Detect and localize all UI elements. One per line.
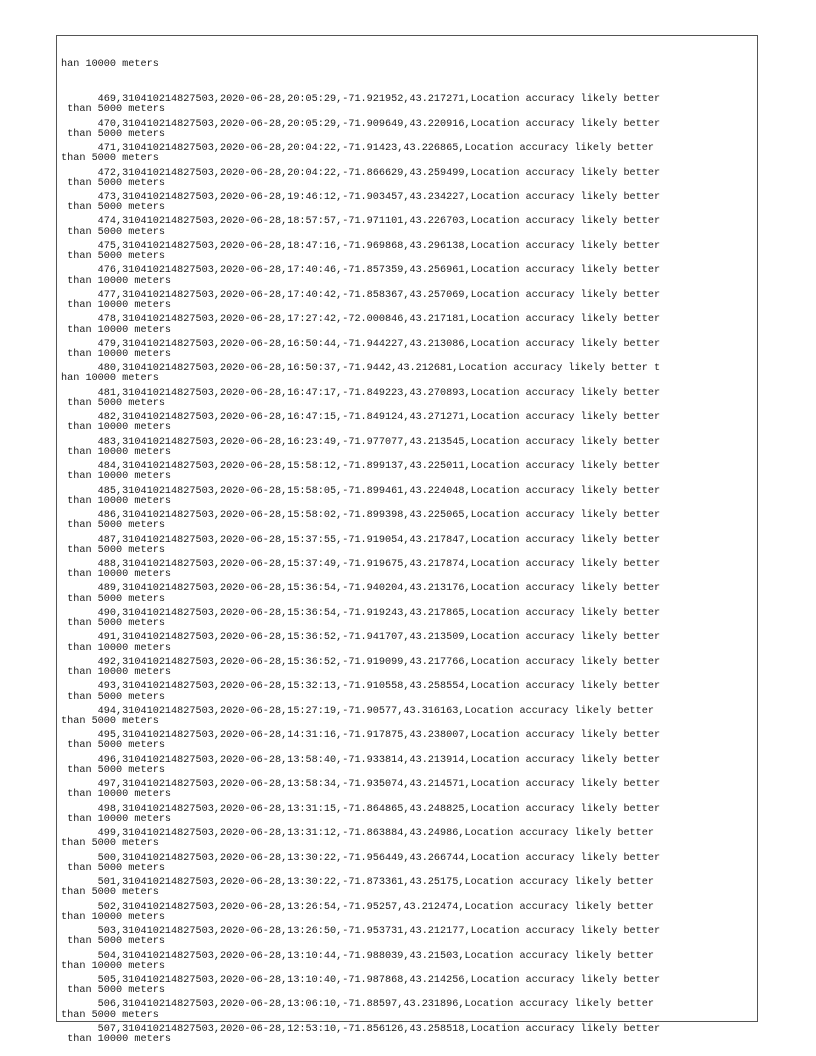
record-line-474: 474,310410214827503,2020-06-28,18:57:57,-71.971101,43.226703,Location accuracy likely better (61, 216, 661, 228)
record-line-507: 507,310410214827503,2020-06-28,12:53:10,-71.856126,43.258518,Location accuracy likely better (61, 1023, 661, 1035)
record-line-507-continued: than 10000 meters (61, 1034, 172, 1046)
record-line-483: 483,310410214827503,2020-06-28,16:23:49,-71.977077,43.213545,Location accuracy likely better (61, 436, 661, 448)
record-line-479: 479,310410214827503,2020-06-28,16:50:44,-71.944227,43.213086,Location accuracy likely better (61, 338, 661, 350)
record-line-476-continued: than 10000 meters (61, 275, 172, 287)
record-line-504: 504,310410214827503,2020-06-28,13:10:44,-71.988039,43.21503,Location accuracy likely better (61, 950, 661, 962)
record-line-487-continued: than 5000 meters (61, 544, 165, 556)
record-line-485-continued: than 10000 meters (61, 495, 172, 507)
record-line-471: 471,310410214827503,2020-06-28,20:04:22,-71.91423,43.226865,Location accuracy likely better (61, 143, 661, 155)
record-line-473-continued: than 5000 meters (61, 202, 165, 214)
record-line-477-continued: than 10000 meters (61, 300, 172, 312)
record-line-503-continued: than 5000 meters (61, 936, 165, 948)
record-line-498: 498,310410214827503,2020-06-28,13:31:15,-71.864865,43.248825,Location accuracy likely better (61, 803, 661, 815)
record-line-495-continued: than 5000 meters (61, 740, 165, 752)
record-line-477: 477,310410214827503,2020-06-28,17:40:42,-71.858367,43.257069,Location accuracy likely better (61, 289, 661, 301)
record-line-472-continued: than 5000 meters (61, 177, 165, 189)
record-line-491: 491,310410214827503,2020-06-28,15:36:52,-71.941707,43.213509,Location accuracy likely better (61, 632, 661, 644)
record-line-470-continued: than 5000 meters (61, 128, 165, 140)
record-line-471-continued: than 5000 meters (61, 153, 159, 165)
record-line-469: 469,310410214827503,2020-06-28,20:05:29,-71.921952,43.217271,Location accuracy likely better (61, 94, 661, 106)
record-line-475-continued: than 5000 meters (61, 251, 165, 263)
record-line-494-continued: than 5000 meters (61, 716, 159, 727)
record-line-478: 478,310410214827503,2020-06-28,17:27:42,-72.000846,43.217181,Location accuracy likely better (61, 314, 661, 326)
record-line-497: 497,310410214827503,2020-06-28,13:58:34,-71.935074,43.214571,Location accuracy likely better (61, 779, 661, 791)
record-line-481: 481,310410214827503,2020-06-28,16:47:17,-71.849223,43.270893,Location accuracy likely better (61, 387, 661, 399)
record-line-487: 487,310410214827503,2020-06-28,15:37:55,-71.919054,43.217847,Location accuracy likely better (61, 534, 661, 546)
record-line-497-continued: than 10000 meters (61, 789, 172, 801)
record-line-493-continued: than 5000 meters (61, 691, 165, 703)
record-line-493: 493,310410214827503,2020-06-28,15:32:13,-71.910558,43.258554,Location accuracy likely better (61, 681, 661, 693)
record-line-492: 492,310410214827503,2020-06-28,15:36:52,-71.919099,43.217766,Location accuracy likely better (61, 656, 661, 668)
record-line-481-continued: than 5000 meters (61, 397, 165, 409)
record-line-482-continued: than 10000 meters (61, 422, 172, 434)
record-line-495: 495,310410214827503,2020-06-28,14:31:16,-71.917875,43.238007,Location accuracy likely better (61, 730, 661, 742)
record-line-489-continued: than 5000 meters (61, 593, 165, 605)
record-line-506-continued: than 5000 meters (61, 1009, 159, 1021)
leading-fragment-line: han 10000 meters (61, 59, 159, 71)
record-line-503: 503,310410214827503,2020-06-28,13:26:50,-71.953731,43.212177,Location accuracy likely better (61, 926, 661, 938)
record-line-496: 496,310410214827503,2020-06-28,13:58:40,-71.933814,43.213914,Location accuracy likely better (61, 754, 661, 766)
record-line-484: 484,310410214827503,2020-06-28,15:58:12,-71.899137,43.225011,Location accuracy likely better (61, 461, 661, 473)
record-line-490-continued: than 5000 meters (61, 618, 165, 630)
record-line-474-continued: than 5000 meters (61, 226, 165, 238)
record-line-476: 476,310410214827503,2020-06-28,17:40:46,-71.857359,43.256961,Location accuracy likely better (61, 265, 661, 277)
record-line-488-continued: than 10000 meters (61, 569, 172, 581)
record-line-505-continued: than 5000 meters (61, 985, 165, 997)
record-line-483-continued: than 10000 meters (61, 446, 172, 458)
record-line-478-continued: than 10000 meters (61, 324, 172, 336)
record-line-500: 500,310410214827503,2020-06-28,13:30:22,-71.956449,43.266744,Location accuracy likely better (61, 852, 661, 864)
csv-text-body (57, 36, 757, 1045)
record-line-501: 501,310410214827503,2020-06-28,13:30:22,-71.873361,43.25175,Location accuracy likely better (61, 877, 661, 889)
record-line-479-continued: than 10000 meters (61, 348, 172, 360)
record-line-502-continued: than 10000 meters (61, 911, 165, 923)
record-line-484-continued: than 10000 meters (61, 471, 172, 483)
record-line-469-continued: than 5000 meters (61, 104, 165, 116)
record-line-485: 485,310410214827503,2020-06-28,15:58:05,-71.899461,43.224048,Location accuracy likely better (61, 485, 661, 497)
record-line-488: 488,310410214827503,2020-06-28,15:37:49,-71.919675,43.217874,Location accuracy likely better (61, 559, 661, 570)
record-line-504-continued: than 10000 meters (61, 960, 165, 972)
record-line-494: 494,310410214827503,2020-06-28,15:27:19,-71.90577,43.316163,Location accuracy likely better (61, 705, 661, 717)
record-line-486-continued: than 5000 meters (61, 520, 165, 532)
record-line-489: 489,310410214827503,2020-06-28,15:36:54,-71.940204,43.213176,Location accuracy likely better (61, 583, 661, 595)
record-line-498-continued: than 10000 meters (61, 813, 172, 825)
record-line-475: 475,310410214827503,2020-06-28,18:47:16,-71.969868,43.296138,Location accuracy likely better (61, 240, 661, 252)
document-frame (56, 35, 758, 1046)
record-line-506: 506,310410214827503,2020-06-28,13:06:10,-71.88597,43.231896,Location accuracy likely better (61, 999, 661, 1011)
record-line-482: 482,310410214827503,2020-06-28,16:47:15,-71.849124,43.271271,Location accuracy likely better (61, 412, 661, 424)
record-line-480-continued: han 10000 meters (61, 373, 159, 385)
record-line-472: 472,310410214827503,2020-06-28,20:04:22,-71.866629,43.259499,Location accuracy likely better (61, 167, 661, 179)
record-line-491-continued: than 10000 meters (61, 642, 172, 654)
record-line-492-continued: than 10000 meters (61, 667, 172, 679)
record-line-473: 473,310410214827503,2020-06-28,19:46:12,-71.903457,43.234227,Location accuracy likely better (61, 191, 661, 203)
record-line-501-continued: than 5000 meters (61, 887, 159, 899)
record-line-470: 470,310410214827503,2020-06-28,20:05:29,-71.909649,43.220916,Location accuracy likely better (61, 118, 661, 130)
record-line-496-continued: than 5000 meters (61, 764, 165, 776)
record-line-500-continued: than 5000 meters (61, 862, 165, 874)
record-line-499: 499,310410214827503,2020-06-28,13:31:12,-71.863884,43.24986,Location accuracy likely better (61, 828, 661, 840)
record-line-505: 505,310410214827503,2020-06-28,13:10:40,-71.987868,43.214256,Location accuracy likely better (61, 974, 661, 986)
record-line-502: 502,310410214827503,2020-06-28,13:26:54,-71.95257,43.212474,Location accuracy likely better (61, 901, 661, 913)
record-line-490: 490,310410214827503,2020-06-28,15:36:54,-71.919243,43.217865,Location accuracy likely better (61, 607, 661, 619)
record-line-480: 480,310410214827503,2020-06-28,16:50:37,-71.9442,43.212681,Location accuracy likely better t (61, 363, 661, 375)
record-line-486: 486,310410214827503,2020-06-28,15:58:02,-71.899398,43.225065,Location accuracy likely better (61, 510, 661, 522)
record-line-499-continued: than 5000 meters (61, 838, 159, 850)
